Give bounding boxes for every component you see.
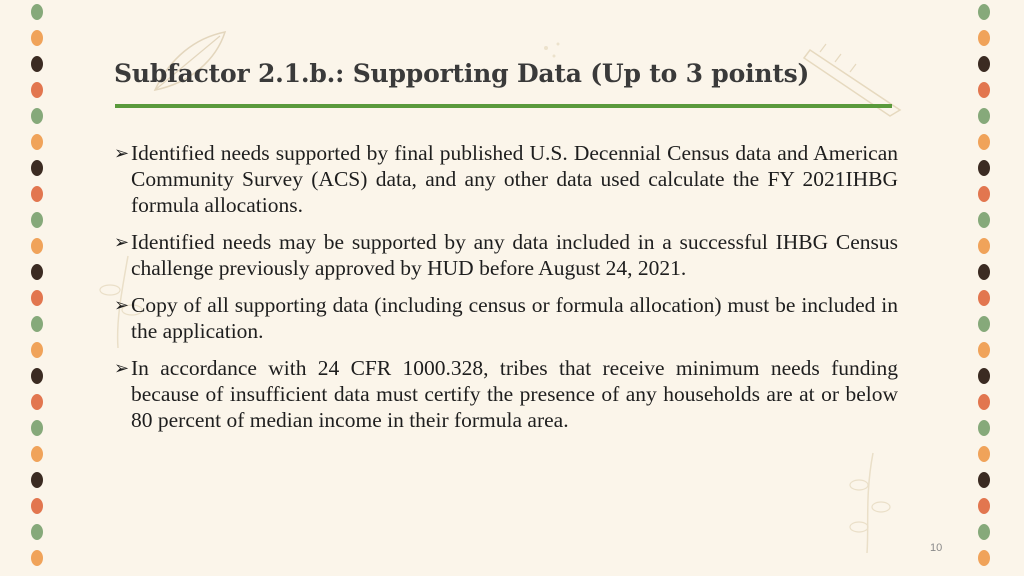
border-dot [31,368,43,384]
border-dot [978,30,990,46]
border-dot [31,524,43,540]
border-dot [31,472,43,488]
bullet-text: Identified needs may be supported by any data included in a successful IHBG Census challenge previously approved by HUD before August 24, 2021. [131,230,898,280]
border-dot [978,134,990,150]
border-dot [31,4,43,20]
border-dot [31,498,43,514]
border-dot [31,420,43,436]
border-dot [978,290,990,306]
border-dot [978,82,990,98]
border-dot [978,446,990,462]
list-item [114,355,898,433]
border-dot [978,368,990,384]
border-dot [978,524,990,540]
bullet-text: Copy of all supporting data (including census or formula allocation) must be included in the application. [131,293,898,343]
border-dot [31,82,43,98]
page-title: Subfactor 2.1.b.: Supporting Data (Up to 3 points) [114,59,810,88]
border-dot [978,472,990,488]
arrowhead-bullet-icon: ➢ [114,358,130,378]
border-dot [978,550,990,566]
border-dot [31,550,43,566]
list-item [114,140,898,218]
arrowhead-bullet-icon: ➢ [114,143,130,163]
border-dot [31,264,43,280]
page-number: 10 [930,542,943,554]
border-dot [31,108,43,124]
border-dot [978,316,990,332]
arrowhead-bullet-icon: ➢ [114,232,130,252]
right-dot-border [978,0,992,576]
border-dot [978,238,990,254]
bullet-text: In accordance with 24 CFR 1000.328, tribes that receive minimum needs funding because of insufficient data must certify the presence of any households are at or below 80 percent of median income in their formula area. [131,356,898,432]
border-dot [31,30,43,46]
border-dot [978,212,990,228]
border-dot [31,342,43,358]
bullet-text: Identified needs supported by final published U.S. Decennial Census data and American Community Survey (ACS) data, and any other data used calculate the FY 2021IHBG formula allocations. [131,141,898,217]
border-dot [978,108,990,124]
border-dot [978,56,990,72]
branch-icon [845,445,895,555]
border-dot [31,134,43,150]
border-dot [978,342,990,358]
title-underline [115,104,892,108]
border-dot [31,238,43,254]
bullet-list [114,140,898,444]
border-dot [31,56,43,72]
border-dot [31,212,43,228]
border-dot [978,186,990,202]
border-dot [978,4,990,20]
border-dot [31,290,43,306]
border-dot [31,446,43,462]
feather-icon [800,40,910,120]
list-item [114,292,898,344]
border-dot [31,316,43,332]
border-dot [31,394,43,410]
left-dot-border [31,0,45,576]
border-dot [978,420,990,436]
border-dot [978,160,990,176]
border-dot [31,160,43,176]
arrowhead-bullet-icon: ➢ [114,295,130,315]
border-dot [978,264,990,280]
list-item [114,229,898,281]
border-dot [978,498,990,514]
border-dot [978,394,990,410]
border-dot [31,186,43,202]
